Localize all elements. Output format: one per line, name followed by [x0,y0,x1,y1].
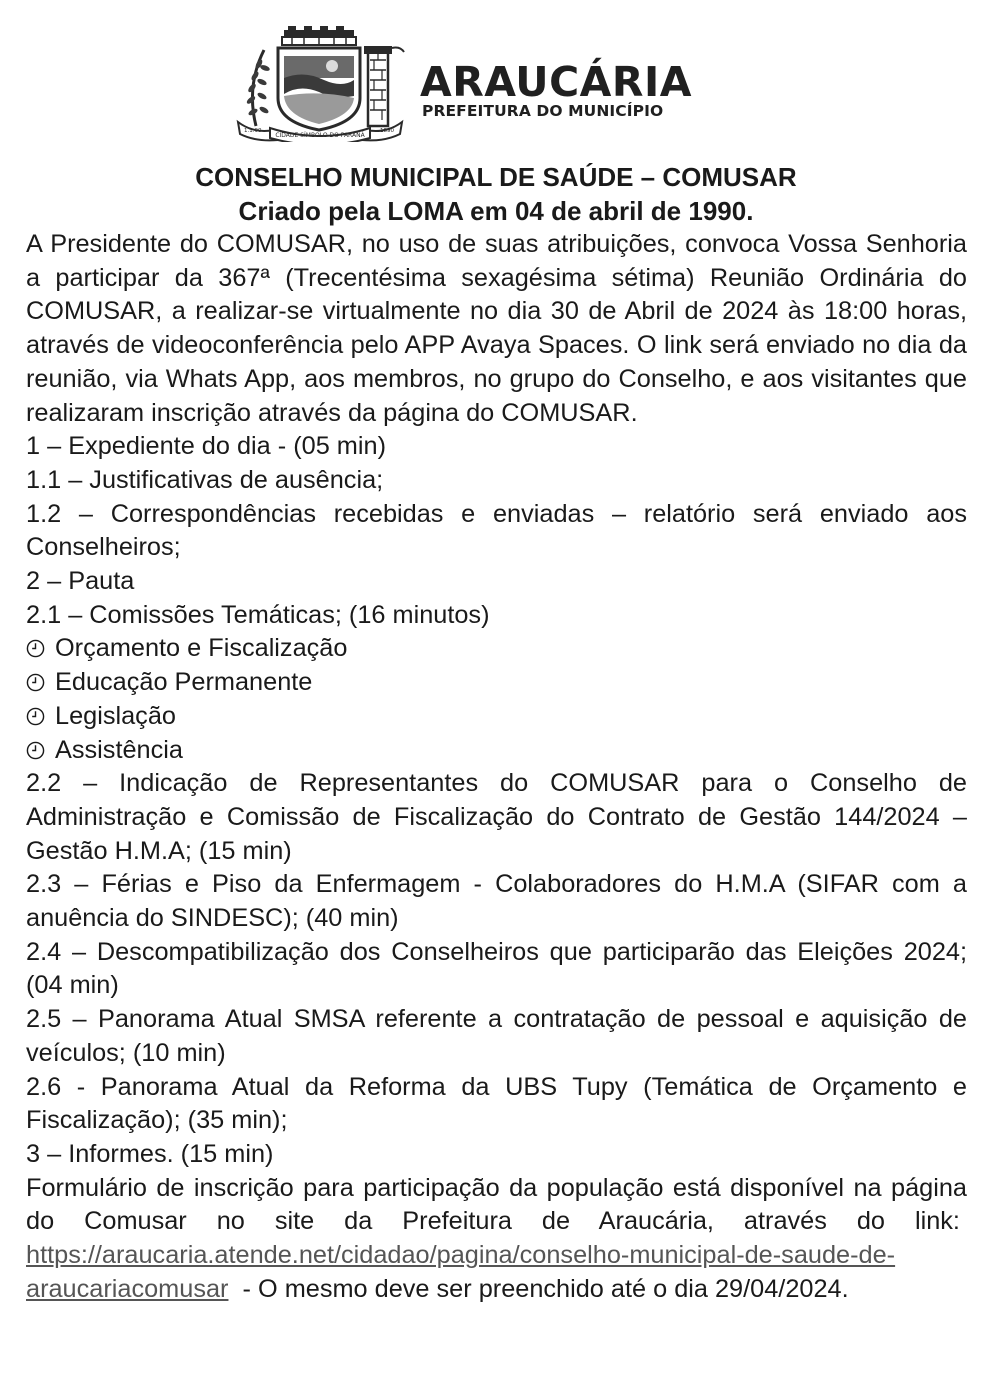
agenda-item-2-4: 2.4 – Descompatibilização dos Conselheiros que participarão das Eleições 2024; (04 min) [26,937,967,1000]
clock-icon [26,741,45,760]
brand-name: ARAUCÁRIA [420,58,692,106]
document-subtitle: Criado pela LOMA em 04 de abril de 1990. [238,196,754,226]
coat-of-arms-logo [234,26,406,142]
footer-text-before: Formulário de inscrição para participação da população está disponível na página do Comusar no site da Prefeitura de Araucária, através do link: [26,1173,967,1236]
registration-link[interactable]: https://araucaria.atende.net/cidadao/pagina/conselho-municipal-de-saude-de-araucariacomusar [26,1241,896,1303]
commission-item [26,632,967,666]
document-body [26,228,967,1307]
clock-icon [26,707,45,726]
clock-icon [26,673,45,692]
agenda-item-1: 1 – Expediente do dia - (05 min) [26,432,386,461]
brand-subtitle: PREFEITURA DO MUNICÍPIO [422,102,664,120]
commission-item [26,666,967,700]
agenda-item-2-5: 2.5 – Panorama Atual SMSA referente a contratação de pessoal e aquisição de veículos; (10 min) [26,1005,967,1067]
crest-year-left: 1.1.90 [244,128,262,134]
agenda-item-3: 3 – Informes. (15 min) [26,1139,274,1168]
intro-paragraph: A Presidente do COMUSAR, no uso de suas atribuições, convoca Vossa Senhoria a participar da 367ª (Trecentésima sexagésima sétima) Reunião Ordinária do COMUSAR, a realizar-se virtualmente no dia 30 de Abril de 2024 às 18:00 horas, através de videoconferência pelo APP Avaya Spaces. O link será enviado no dia da reunião, via Whats App, aos membros, no grupo do Conselho, e aos visitantes que realizaram inscrição através da página do COMUSAR. [26,230,967,427]
agenda-item-2: 2 – Pauta [26,567,135,596]
clock-icon [26,639,45,658]
commission-label: Legislação [55,701,176,730]
page-header [0,22,992,142]
agenda-item-2-3: 2.3 – Férias e Piso da Enfermagem - Colaboradores do H.M.A (SIFAR com a anuência do SINDESC); (40 min) [26,870,967,933]
commission-item [26,734,967,768]
commission-label: Educação Permanente [55,668,313,697]
agenda-item-1-1: 1.1 – Justificativas de ausência; [26,465,384,494]
agenda-item-2-6: 2.6 - Panorama Atual da Reforma da UBS Tupy (Temática de Orçamento e Fiscalização); (35 min); [26,1072,967,1135]
footer-text-after: - O mesmo deve ser preenchido até o dia 29/04/2024. [242,1274,849,1303]
agenda-item-2-2: 2.2 – Indicação de Representantes do COMUSAR para o Conselho de Administração e Comissão de Fiscalização do Contrato de Gestão 144/2024 – Gestão H.M.A; (15 min) [26,769,967,865]
agenda-item-1-2: 1.2 – Correspondências recebidas e enviadas – relatório será enviado aos Conselheiros; [26,499,967,562]
document-title: CONSELHO MUNICIPAL DE SAÚDE – COMUSAR [195,162,797,192]
commission-label: Orçamento e Fiscalização [55,634,348,663]
crest-year-right: 1890 [380,128,394,134]
agenda-item-2-1: 2.1 – Comissões Temáticas; (16 minutos) [26,600,490,629]
commission-label: Assistência [55,735,183,764]
commission-item [26,700,967,734]
document-titles [0,160,992,228]
brand-block [420,58,692,120]
footer-paragraph [26,1172,967,1307]
crest-ribbon-text: CIDADE SÍMBOLO DO PARANÁ [275,132,365,139]
